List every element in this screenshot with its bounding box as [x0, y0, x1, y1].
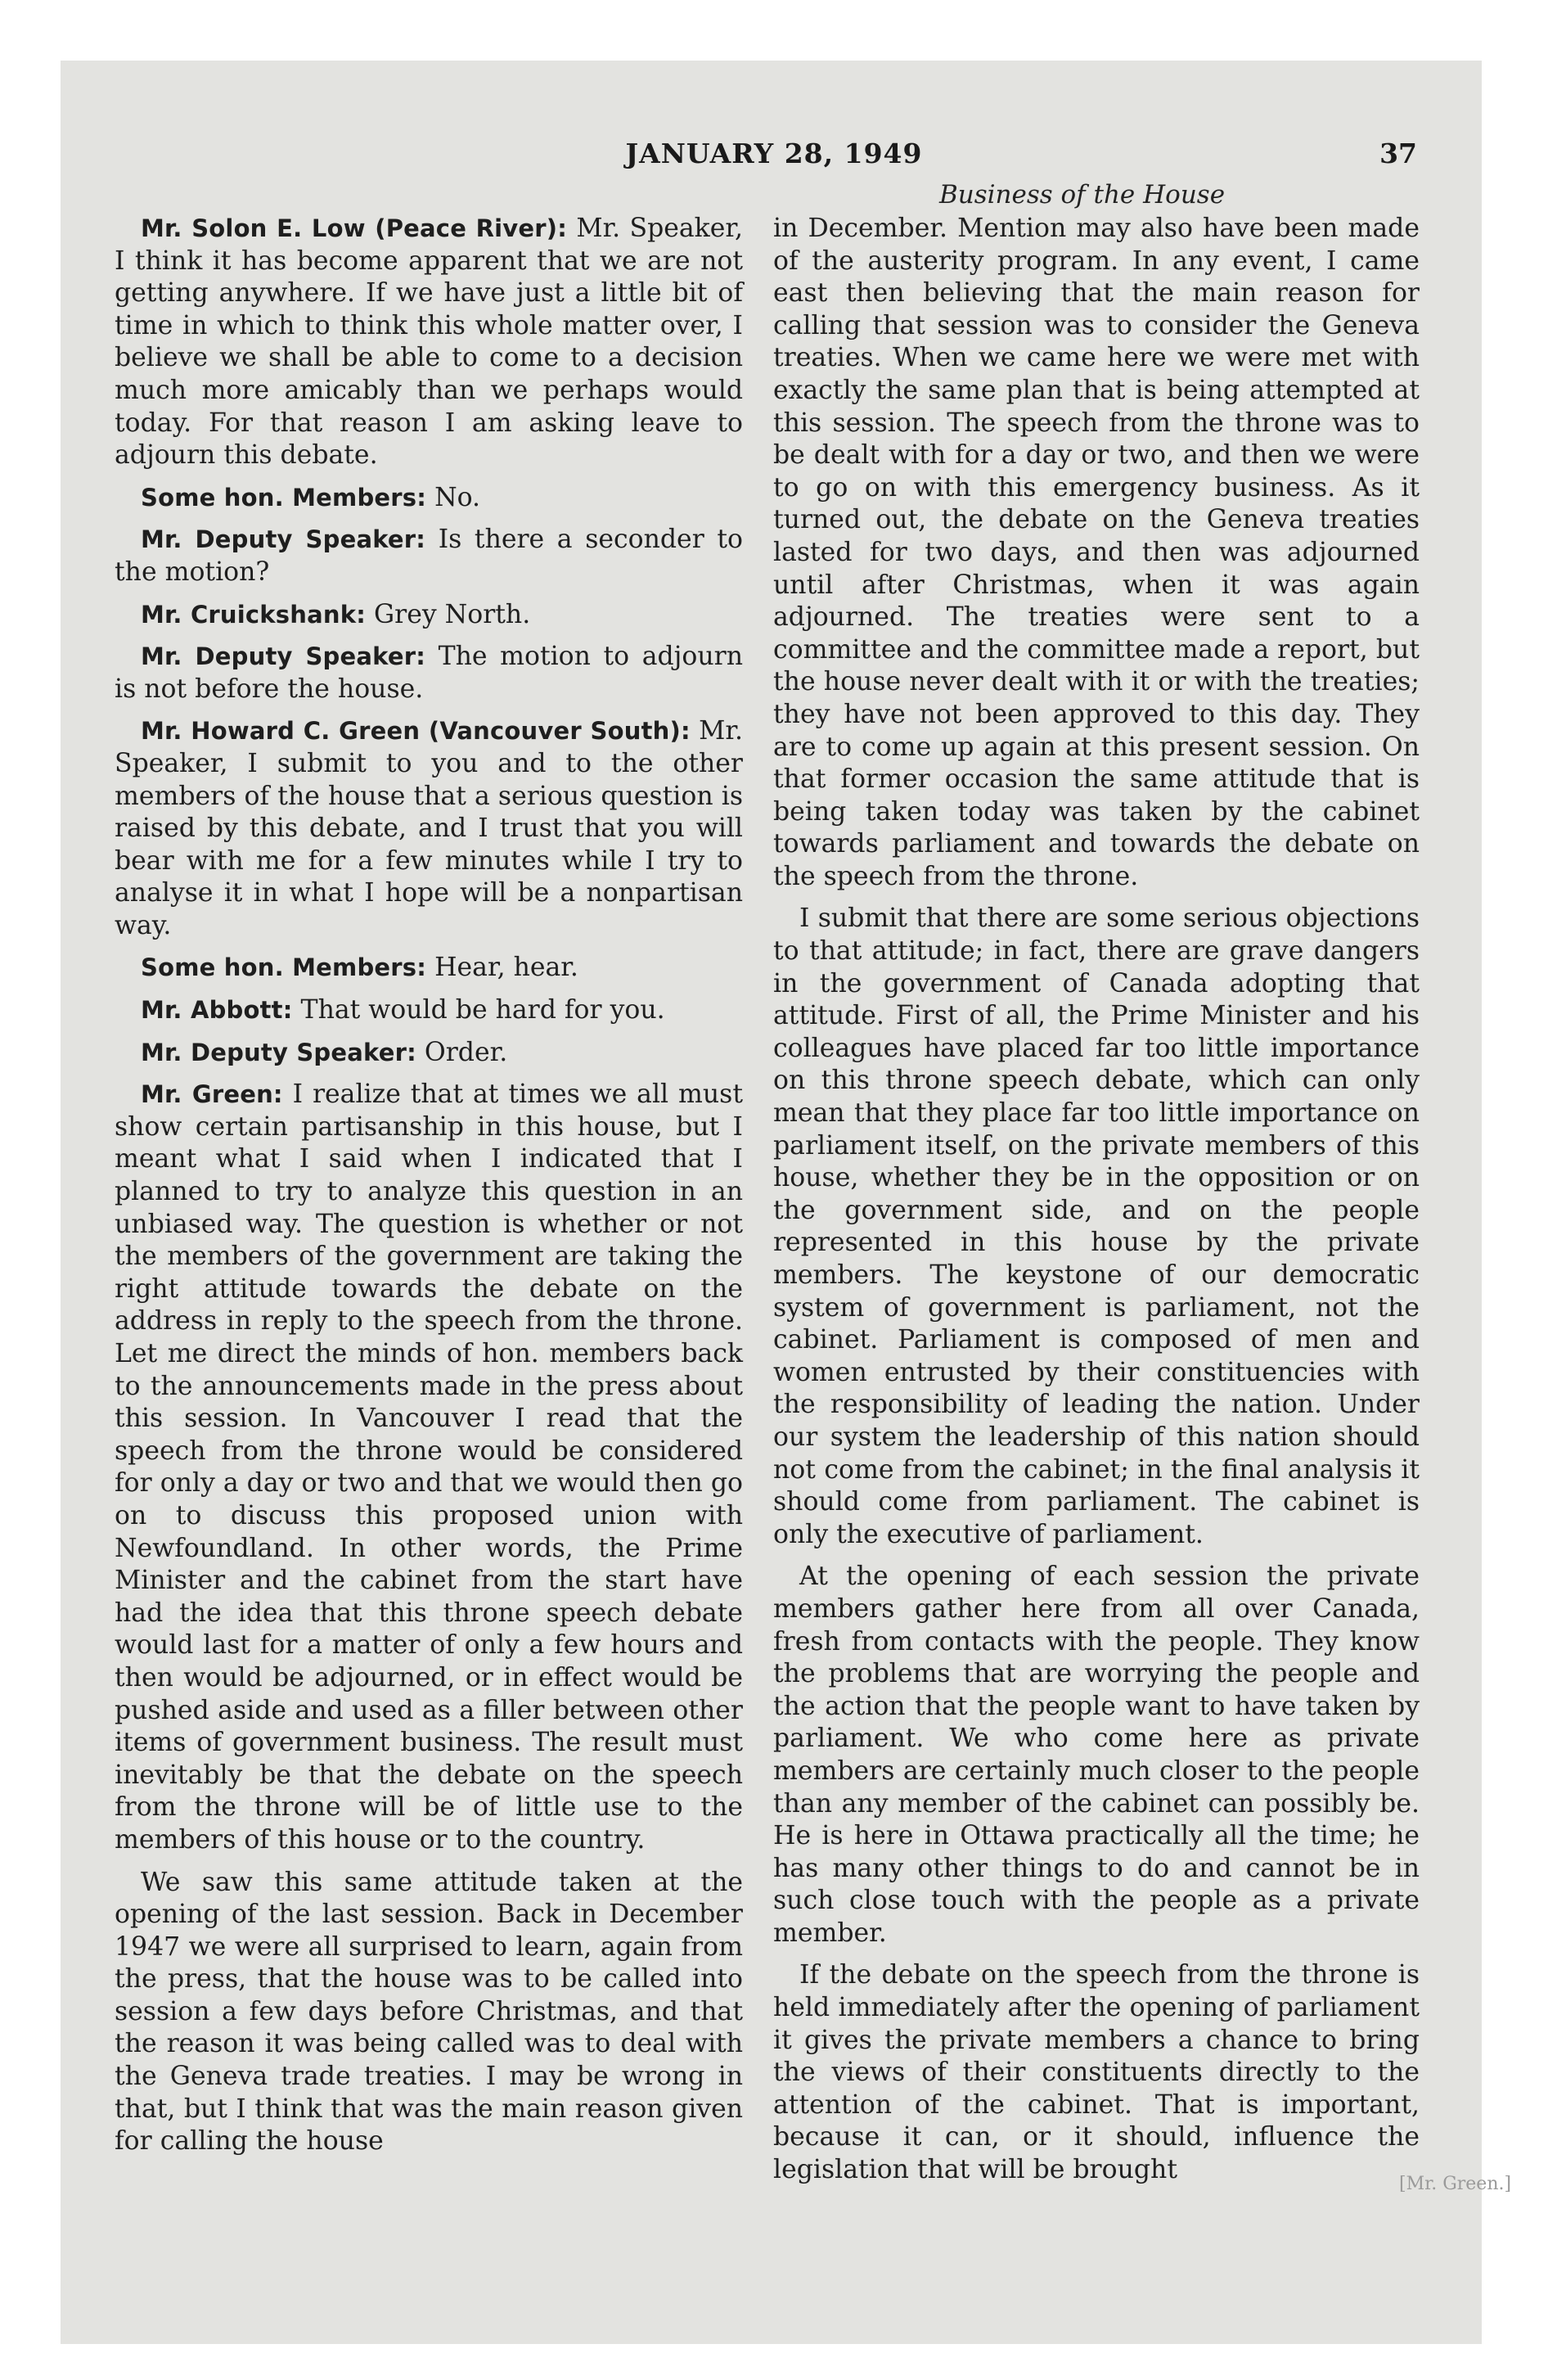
speaker-name: Mr. Deputy Speaker:: [141, 525, 426, 554]
speaker-name: Mr. Abbott:: [141, 996, 293, 1025]
paragraph: [115, 952, 743, 985]
speech-text: No.: [426, 482, 481, 512]
speech-text: Mr. Speaker, I think it has become apparent that we are not getting anywhere. If we have just a little bit of time in which to think this whole matter over, I believe we shall be able to come to a decision much more amicably than we perhaps would today. For that reason I am asking leave to adjourn this debate.: [115, 214, 743, 471]
paragraph: If the debate on the speech from the throne is held immediately after the opening of parliament it gives the private members a chance to bring the views of their constituents directly to the attention of the cabinet. That is important, because it can, or it should, influence the legislation that will be brought: [773, 1960, 1420, 2185]
paragraph: [115, 1867, 743, 2158]
paragraph: [115, 599, 743, 632]
paragraph: [115, 1079, 743, 1856]
paragraph: At the opening of each session the private members gather here from all over Canada, fresh from contacts with the people. They know the problems that are worrying the people and the action that the people want to have taken by parliament. We who come here as private members are certainly much closer to the people than any member of the cabinet can possibly be. He is here in Ottawa practically all the time; he has many other things to do and cannot be in such close touch with the people as a private member.: [773, 1562, 1420, 1948]
speaker-name: Mr. Solon E. Low (Peace River):: [141, 214, 568, 242]
speech-text: The motion to adjourn is not before the house.: [115, 642, 744, 704]
speech-text: That would be hard for you.: [292, 995, 665, 1025]
paragraph: in December. Mention may also have been made of the austerity program. In any event, I came east then believing that the main reason for calling that session was to consider the Geneva treaties. When we came here we were met with exactly the same plan that is being attempted at this session. The speech from the throne was to be dealt with for a day or two, and then we were to go on with this emergency business. As it turned out, the debate on the Geneva treaties lasted for two days, and then was adjourned until after Christmas, when it was again adjourned. The treaties were sent to a committee and the committee made a report, but the house never dealt with it or with the treaties; they have not been approved to this day. They are to come up again at this present session. On that former occasion the same attitude that is being taken today was taken by the cabinet towards parliament and towards the debate on the speech from the throne.: [773, 214, 1420, 891]
paragraph: [115, 641, 743, 705]
speech-text: I realize that at times we all must show certain partisanship in this house, but I meant what I said when I indicated that I planned to try to analyze this question in an unbiased way. The question is whether or not the members of the government are taking the right attitude towards the debate on the address in reply to the speech from the throne. Let me direct the minds of hon. members back to the announcements made in the press about this session. In Vancouver I read that the speech from the throne would be considered for only a day or two and that we would then go on to discuss this proposed union with Newfoundland. In other words, the Prime Minister and the cabinet from the start have had the idea that this throne speech debate would last for a matter of only a few hours and then would be adjourned, or in effect would be pushed aside and used as a filler between other items of government business. The result must inevitably be that the debate on the speech from the throne will be of little use to the members of this house or to the country.: [115, 1080, 743, 1855]
paragraph: [115, 482, 743, 515]
left-column: [115, 213, 743, 2168]
paragraph: [115, 213, 743, 472]
paragraph: [115, 715, 743, 942]
speaker-name: Mr. Cruickshank:: [141, 600, 366, 629]
paragraph: [115, 994, 743, 1027]
paragraph: [115, 524, 743, 588]
speaker-name: Mr. Deputy Speaker:: [141, 642, 426, 671]
speaker-name: Some hon. Members:: [141, 953, 427, 982]
page-number: 37: [1379, 137, 1417, 169]
section-subheading: Business of the House: [938, 180, 1226, 210]
speech-text: Grey North.: [366, 599, 531, 629]
speaker-name: Some hon. Members:: [141, 483, 427, 512]
speech-text: Is there a seconder to the motion?: [115, 525, 743, 587]
paragraph: [115, 1037, 743, 1070]
page-footer-note: [Mr. Green.]: [1399, 2174, 1512, 2194]
speech-text: Mr. Speaker, I submit to you and to the other members of the house that a serious question is raised by this debate, and I trust that you will bear with me for a few minutes while I try to analyse it in what I hope will be a nonpartisan way.: [115, 716, 743, 940]
speech-text: We saw this same attitude taken at the opening of the last session. Back in December 1947 we were all surprised to learn, again from the press, that the house was to be called into session a few days before Christmas, and that the reason it was being called was to deal with the Geneva trade treaties. I may be wrong in that, but I think that was the main reason given for calling the house: [115, 1867, 743, 2157]
speaker-name: Mr. Green:: [141, 1080, 283, 1109]
speaker-name: Mr. Howard C. Green (Vancouver South):: [141, 717, 691, 746]
page-date-heading: JANUARY 28, 1949: [625, 137, 923, 169]
paragraph: I submit that there are some serious objections to that attitude; in fact, there are grave dangers in the government of Canada adopting that attitude. First of all, the Prime Minister and his colleagues have placed far too little importance on this throne speech debate, which can only mean that they place far too little importance on parliament itself, on the private members of this house, whether they be in the opposition or on the government side, and on the people represented in this house by the private members. The keystone of our democratic system of government is parliament, not the cabinet. Parliament is composed of men and women entrusted by their constituencies with the responsibility of leading the nation. Under our system the leadership of this nation should not come from the cabinet; in the final analysis it should come from parliament. The cabinet is only the executive of parliament.: [773, 904, 1420, 1549]
page-header: [0, 137, 1548, 178]
speech-text: Hear, hear.: [426, 953, 578, 983]
speaker-name: Mr. Deputy Speaker:: [141, 1038, 416, 1066]
speech-text: Order.: [416, 1037, 508, 1067]
right-column: [773, 213, 1420, 2197]
